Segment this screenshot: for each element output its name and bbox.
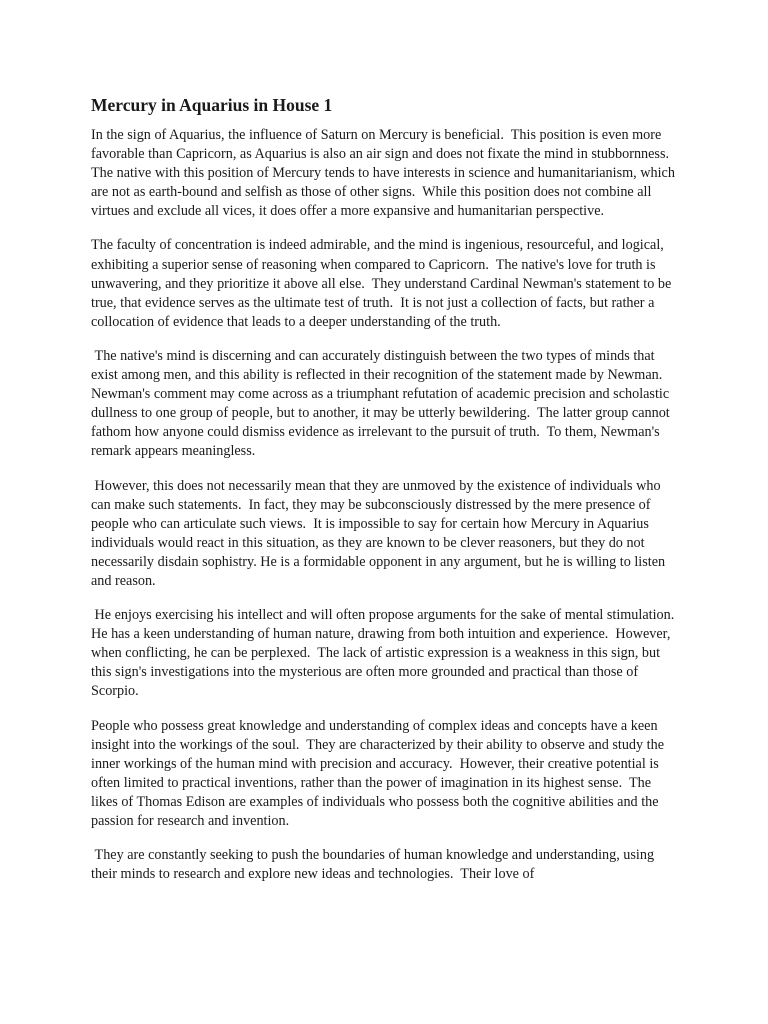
document-page (91, 94, 681, 899)
paragraph-2: The faculty of concentration is indeed admirable, and the mind is ingenious, resourceful, and logical, exhibiting a superior sense of reasoning when compared to Capricorn. The native's love for truth is unwavering, and they prioritize it above all else. They understand Cardinal Newman's statement to be true, that evidence serves as the ultimate test of truth. It is not just a collection of facts, but rather a collocation of evidence that leads to a deeper understanding of the truth. (91, 237, 675, 330)
paragraph-5: He enjoys exercising his intellect and will often propose arguments for the sake of mental stimulation. He has a keen understanding of human nature, drawing from both intuition and experience. However, when conflicting, he can be perplexed. The lack of artistic expression is a weakness in this sign, but this sign's investigations into the mysterious are often more grounded and practical than those of Scorpio. (91, 607, 682, 700)
paragraph-7: They are constantly seeking to push the boundaries of human knowledge and understanding, using their minds to research and explore new ideas and technologies. Their love of (91, 847, 658, 883)
paragraph-6: People who possess great knowledge and understanding of complex ideas and concepts have a keen insight into the workings of the soul. They are characterized by their ability to observe and study the inner workings of the human mind with precision and accuracy. However, their creative potential is often limited to practical inventions, rather than the power of imagination in its highest sense. The likes of Thomas Edison are examples of individuals who possess both the cognitive abilities and the passion for research and invention. (91, 717, 668, 829)
document-title: Mercury in Aquarius in House 1 (91, 95, 333, 115)
paragraph-1: In the sign of Aquarius, the influence of Saturn on Mercury is beneficial. This position is even more favorable than Capricorn, as Aquarius is also an air sign and does not fixate the mind in stubbornness. The native with this position of Mercury tends to have interests in science and humanitarianism, which are not as earth-bound and selfish as those of other signs. While this position does not combine all virtues and exclude all vices, it does offer a more expansive and humanitarian perspective. (91, 127, 679, 220)
paragraph-3: The native's mind is discerning and can accurately distinguish between the two types of minds that exist among men, and this ability is reflected in their recognition of the statement made by Newman. Newman's comment may come across as a triumphant refutation of academic precision and scholastic dullness to one group of people, but to another, it may be utterly bewildering. The latter group cannot fathom how anyone could dismiss evidence as irrelevant to the pursuit of truth. To them, Newman's remark appears meaningless. (91, 347, 674, 460)
paragraph-4: However, this does not necessarily mean that they are unmoved by the existence of individuals who can make such statements. In fact, they may be subconsciously distressed by the mere presence of people who can articulate such views. It is impossible to say for certain how Mercury in Aquarius individuals would react in this situation, as they are known to be clever reasoners, but they do not necessarily disdain sophistry. He is a formidable opponent in any argument, but he is willing to listen and reason. (91, 477, 669, 589)
